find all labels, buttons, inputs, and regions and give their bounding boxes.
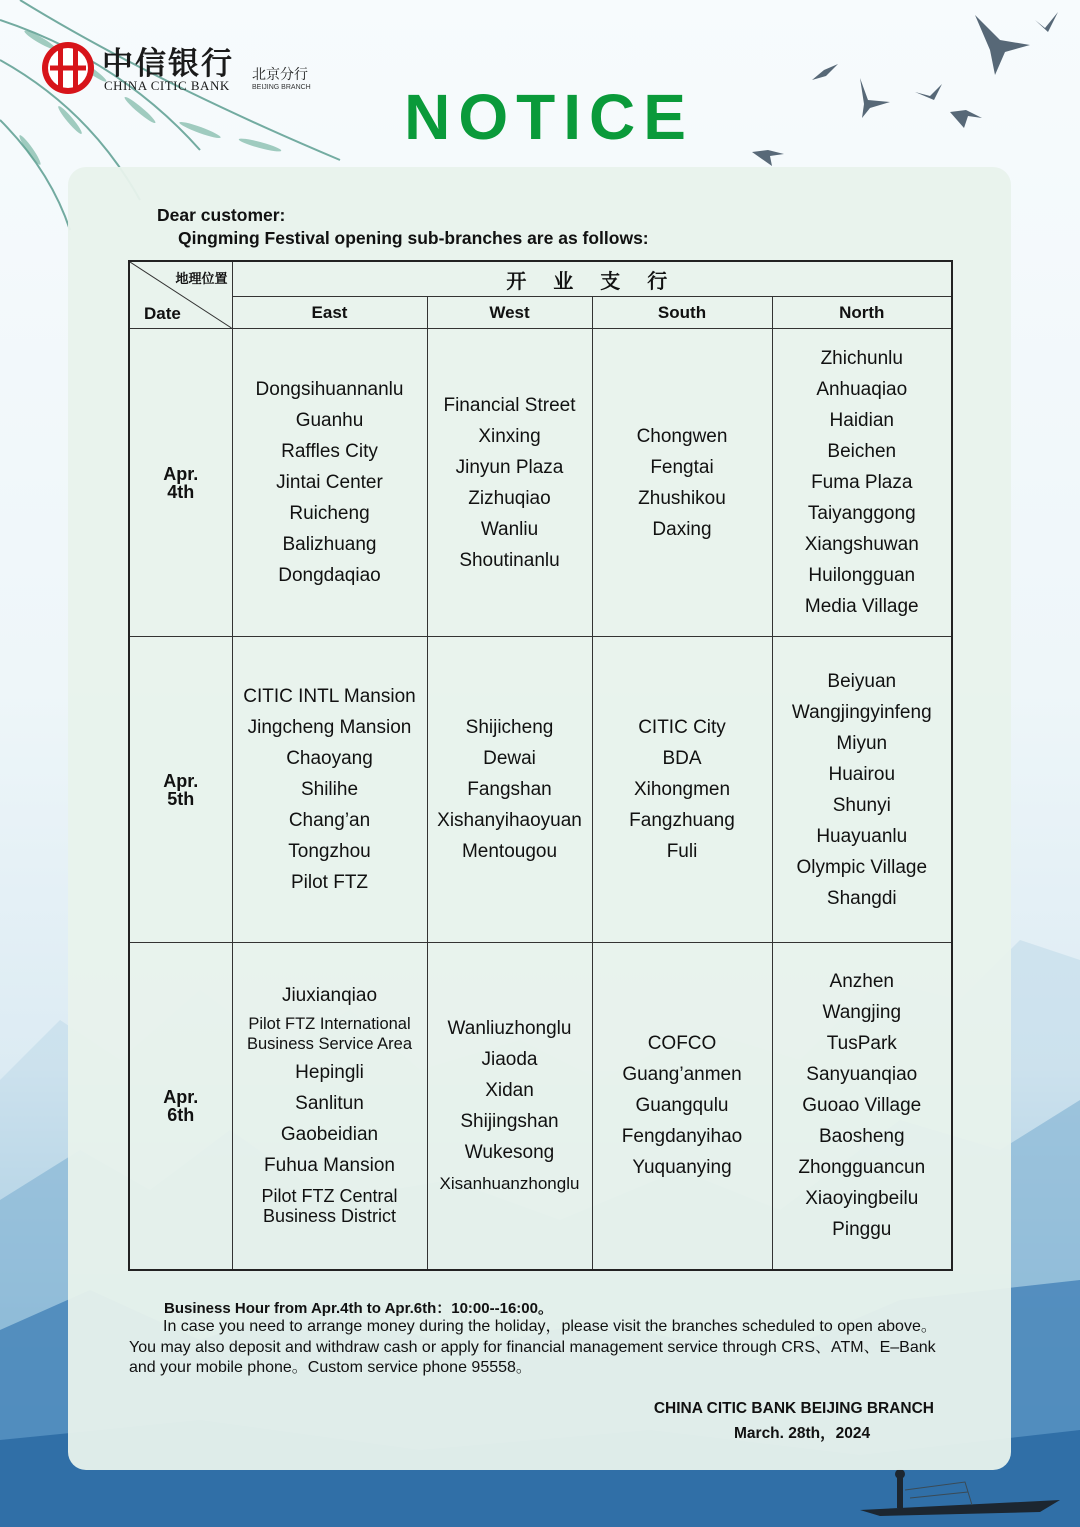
branch-name: Media Village <box>804 596 919 617</box>
branch-name: Zhongguancun <box>798 1157 926 1179</box>
branch-name: Fangshan <box>467 779 552 800</box>
north-branches <box>772 329 952 637</box>
column-header-west: West <box>427 297 592 329</box>
west-branches <box>427 943 592 1270</box>
branch-name: Fuma Plaza <box>811 472 913 493</box>
west-branches <box>427 329 592 637</box>
branch-name: Gaobeidian <box>280 1124 379 1146</box>
branch-name: Zhushikou <box>638 487 726 509</box>
branch-name: Wanliu <box>480 518 539 540</box>
table-row <box>129 943 952 1270</box>
branch-name: Pilot FTZ International Business Service Area <box>246 1015 413 1054</box>
date-day: 4th <box>167 481 195 502</box>
branch-name: Jiaoda <box>481 1048 538 1070</box>
north-branches <box>772 943 952 1270</box>
branch-name: Huilongguan <box>808 565 916 586</box>
branch-name: Wangjing <box>822 1002 902 1024</box>
branch-name: Mentougou <box>461 841 558 862</box>
branch-name: Wukesong <box>464 1141 555 1163</box>
branch-name: Olympic Village <box>796 856 928 878</box>
branch-name: Ruicheng <box>289 503 370 524</box>
branch-name: Shilihe <box>300 779 359 800</box>
date-month: Apr. <box>163 770 199 791</box>
branch-name: Pinggu <box>832 1219 892 1241</box>
branch-name: Shijingshan <box>460 1110 559 1132</box>
north-branches <box>772 637 952 943</box>
south-branches <box>592 637 772 943</box>
branch-name: Anhuaqiao <box>816 379 908 400</box>
branch-name: Anzhen <box>829 971 894 993</box>
branch-name: Xiangshuwan <box>804 534 919 555</box>
corner-date-label: Date <box>144 304 181 323</box>
branch-name: Raffles City <box>281 441 378 462</box>
branch-name: Yuquanying <box>632 1157 732 1179</box>
branch-name: Tongzhou <box>288 841 371 862</box>
branch-name: Chaoyang <box>286 748 373 769</box>
branch-name-en: BEIJING BRANCH <box>252 84 311 91</box>
branch-name: Fuli <box>666 841 698 862</box>
branch-name: Xidan <box>485 1079 534 1101</box>
branch-name: Zhichunlu <box>820 348 903 369</box>
branch-name: Jiuxianqiao <box>281 985 378 1007</box>
date-month: Apr. <box>163 1086 199 1107</box>
branch-name: Fengtai <box>650 456 714 478</box>
east-branches <box>232 943 427 1270</box>
branch-name: Daxing <box>652 518 712 540</box>
branch-name: Sanlitun <box>295 1093 364 1115</box>
holiday-instructions: In case you need to arrange money during the holiday，please visit the branches scheduled to open above。You may also deposit and withdraw cash or apply for financial management service through CRS、ATM、E–Bank and your mobile phone。Custom service phone 95558。 <box>129 1318 937 1376</box>
column-header-east: East <box>232 297 427 329</box>
notice-title: NOTICE <box>404 81 694 153</box>
table-row <box>129 329 952 637</box>
branch-name: Guang’anmen <box>622 1064 742 1086</box>
east-branches <box>232 329 427 637</box>
branch-name: Huairou <box>828 763 896 785</box>
business-hours: Business Hour from Apr.4th to Apr.6th：10:00--16:00。 <box>164 1300 553 1317</box>
branch-name: Beichen <box>827 441 897 462</box>
branch-name: Guangqulu <box>635 1095 729 1117</box>
branch-name: Hepingli <box>295 1062 364 1084</box>
branch-name: Fengdanyihao <box>621 1126 743 1148</box>
branch-name: Beiyuan <box>827 670 897 692</box>
branch-name: Fangzhuang <box>629 810 735 831</box>
corner-location-label: 地理位置 <box>175 272 228 287</box>
intro-text: Qingming Festival opening sub-branches are as follows: <box>178 228 649 248</box>
branch-name: Pilot FTZ <box>290 872 369 893</box>
signature-organization: CHINA CITIC BANK BEIJING BRANCH <box>653 1400 934 1417</box>
branch-name: BDA <box>662 748 702 769</box>
branch-name: Fuhua Mansion <box>264 1155 395 1177</box>
branch-name: Xihongmen <box>633 779 731 800</box>
date-cell <box>129 329 232 637</box>
south-branches <box>592 329 772 637</box>
branch-name: Sanyuanqiao <box>806 1064 918 1086</box>
west-branches <box>427 637 592 943</box>
branch-name: Wangjingyinfeng <box>791 701 932 723</box>
branch-name: Dewai <box>483 748 536 769</box>
branch-name: Jingcheng Mansion <box>247 717 412 738</box>
branch-name: Chongwen <box>636 425 728 447</box>
branch-name: Shoutinanlu <box>459 549 560 571</box>
branch-name: COFCO <box>647 1033 717 1055</box>
branch-name: Huayuanlu <box>816 825 908 847</box>
branch-name: Guanhu <box>295 410 364 431</box>
date-day: 6th <box>167 1104 195 1125</box>
branch-name: Pilot FTZ Central Business District <box>261 1186 398 1227</box>
signature-date: March. 28th，2024 <box>734 1425 871 1442</box>
branch-name: Jintai Center <box>276 472 383 493</box>
branch-name: Guoao Village <box>802 1095 922 1117</box>
branch-name: Jinyun Plaza <box>455 456 564 478</box>
date-cell <box>129 943 232 1270</box>
branch-name: Shijicheng <box>465 717 554 738</box>
branch-name: Haidian <box>829 410 894 431</box>
schedule-table <box>128 260 953 1271</box>
branch-name: Shunyi <box>832 794 891 816</box>
date-day: 5th <box>167 788 195 809</box>
branch-name: Xisanhuanzhonglu <box>439 1173 580 1193</box>
east-branches <box>232 637 427 943</box>
table-corner-header <box>129 261 232 329</box>
branches-group-title: 开 业 支 行 <box>232 261 952 297</box>
south-branches <box>592 943 772 1270</box>
greeting: Dear customer: <box>157 205 286 225</box>
bank-name-en: CHINA CITIC BANK <box>104 78 230 93</box>
branch-name: Xishanyihaoyuan <box>437 810 582 831</box>
branch-name: CITIC City <box>638 717 726 738</box>
branch-name: Shangdi <box>826 887 897 909</box>
date-cell <box>129 637 232 943</box>
column-header-south: South <box>592 297 772 329</box>
bank-name-cn: 中信银行 <box>102 46 234 82</box>
branch-name: Financial Street <box>443 394 576 416</box>
branch-name: Miyun <box>836 732 888 754</box>
branch-name: Balizhuang <box>282 534 377 555</box>
branch-name: Chang’an <box>288 810 371 831</box>
branch-name: Dongdaqiao <box>278 565 381 586</box>
branch-name: Xinxing <box>478 425 541 447</box>
date-month: Apr. <box>163 463 199 484</box>
branch-name-cn: 北京分行 <box>252 67 308 83</box>
column-header-north: North <box>772 297 952 329</box>
branch-name: TusPark <box>826 1033 897 1055</box>
table-row <box>129 637 952 943</box>
branch-name: Dongsihuannanlu <box>255 379 404 400</box>
branch-name: CITIC INTL Mansion <box>243 686 416 707</box>
branch-name: Xiaoyingbeilu <box>805 1188 919 1210</box>
branch-name: Taiyanggong <box>807 503 916 524</box>
branch-name: Wanliuzhonglu <box>447 1017 572 1039</box>
branch-name: Baosheng <box>818 1126 905 1148</box>
branch-name: Zizhuqiao <box>468 487 551 509</box>
